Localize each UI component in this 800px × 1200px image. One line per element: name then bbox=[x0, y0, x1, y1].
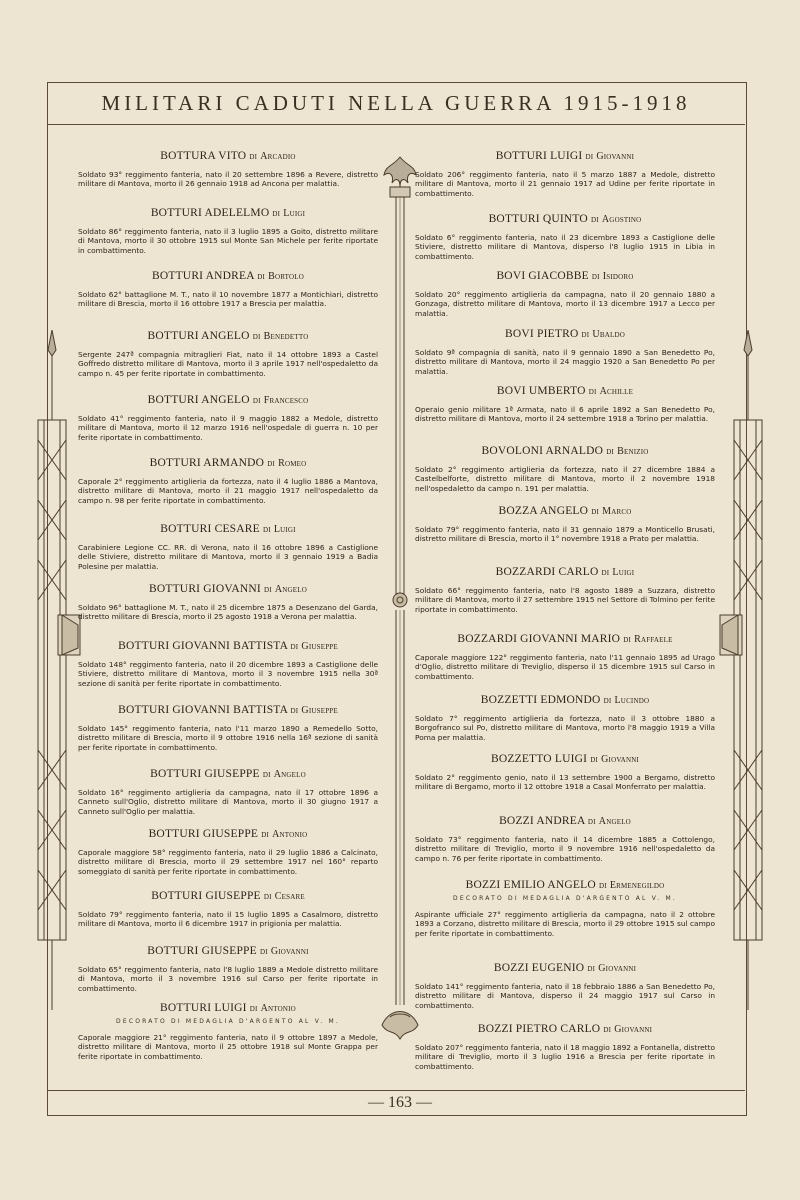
entry-text: Soldato 141° reggimento fanteria, nato il 18 febbraio 1886 a San Benedetto Po, distretto militare di Mantova, disperso il 24 maggio 1917 sul Carso in combattimento. bbox=[415, 982, 715, 1010]
left-fasces-ornament bbox=[22, 330, 82, 1010]
entry-text: Soldato 65° reggimento fanteria, nato l'8 luglio 1889 a Medole distretto militare di Mantova, morto il 3 novembre 1916 sul Carso per ferite riportate in combattimento. bbox=[78, 965, 378, 993]
entry-text: Soldato 96° battaglione M. T., nato il 25 dicembre 1875 a Desenzano del Garda, distretto militare di Brescia, morto il 25 agosto 1918 a Verona per malattia. bbox=[78, 603, 378, 622]
entry-name: BOZZETTO LUIGI di Giovanni bbox=[491, 753, 639, 765]
entry-text: Soldato 148° reggimento fanteria, nato il 20 dicembre 1893 a Castiglione delle Stiviere, distretto militare di Mantova, morto il 3 novembre 1915 nella 30ª sezione di sanità per ferite riportate in combattimento. bbox=[78, 660, 378, 688]
entry-name: BOTTURI ANGELO di Francesco bbox=[147, 394, 309, 406]
entry-text: Soldato 66° reggimento fanteria, nato l'8 agosto 1889 a Suzzara, distretto militare di Mantova, morto il 27 settembre 1915 nel Settore di Tolmino per ferite riportate in combattimento. bbox=[415, 586, 715, 614]
list-item bbox=[415, 753, 715, 792]
list-item bbox=[415, 694, 715, 742]
page-title: MILITARI CADUTI NELLA GUERRA 1915-1918 bbox=[101, 90, 691, 115]
list-item bbox=[78, 945, 378, 993]
list-item bbox=[78, 394, 378, 442]
entry-name: BOTTURI CESARE di Luigi bbox=[160, 523, 296, 535]
entry-name: BOZZARDI CARLO di Luigi bbox=[495, 566, 635, 578]
entry-text: Operaio genio militare 1ª Armata, nato il 6 aprile 1892 a San Benedetto Po, distretto militare di Mantova, morto il 24 settembre 1918 a Torino per malattia. bbox=[415, 405, 715, 424]
entry-name: BOTTURI ANGELO di Benedetto bbox=[147, 330, 309, 342]
flame-icon bbox=[384, 157, 416, 187]
entry-text: Soldato 16° reggimento artiglieria da campagna, nato il 17 ottobre 1896 a Canneto sull'Oglio, distretto militare di Mantova, morto il 30 giugno 1917 a Canneto sull'Oglio per malattia. bbox=[78, 788, 378, 816]
entry-name: BOTTURI ADELELMO di Luigi bbox=[150, 207, 306, 219]
entry-name: BOTTURA VITO di Arcadio bbox=[160, 150, 296, 162]
entry-text: Caporale 2° reggimento artiglieria da fortezza, nato il 4 luglio 1886 a Mantova, distretto militare di Mantova, morto il 21 maggio 1917 nell'ospedaletto da campo n. 98 per ferite riportate in combattimento. bbox=[78, 477, 378, 505]
entry-text: Soldato 79° reggimento fanteria, nato il 31 gennaio 1879 a Monticello Brusati, distretto militare di Brescia, morto il 1° novembre 1918 a Prato per malattia. bbox=[415, 525, 715, 544]
entry-name: BOZZI EUGENIO di Giovanni bbox=[493, 962, 637, 974]
list-item bbox=[415, 385, 715, 424]
entry-text: Soldato 2° reggimento genio, nato il 13 settembre 1900 a Bergamo, distretto militare di Bergamo, morto il 12 ottobre 1918 a Casal Monferrato per malattia. bbox=[415, 773, 715, 792]
entry-name: BOTTURI QUINTO di Agostino bbox=[488, 213, 642, 225]
entry-name: BOZZETTI EDMONDO di Lucindo bbox=[480, 694, 650, 706]
list-item bbox=[415, 445, 715, 493]
entry-text: Sergente 247ª compagnia mitraglieri Fiat, nato il 14 ottobre 1893 a Castel Goffredo distretto militare di Mantova, morto il 3 aprile 1917 nell'ospedaletto da campo n. 45 per ferite riportate in combattimento. bbox=[78, 350, 378, 378]
entry-name: BOTTURI GIUSEPPE di Antonio bbox=[148, 828, 308, 840]
entry-text: Soldato 207° reggimento fanteria, nato il 18 maggio 1892 a Fontanella, distretto militare di Treviglio, morto il 3 luglio 1916 a Brescia per ferite riportate in combattimento. bbox=[415, 1043, 715, 1071]
entry-text: Soldato 73° reggimento fanteria, nato il 14 dicembre 1885 a Cottolengo, distretto militare di Treviglio, morto il 9 novembre 1916 nell'ospedaletto da campo n. 76 per ferite riportate in combattimento. bbox=[415, 835, 715, 863]
entry-text: Caporale maggiore 122° reggimento fanteria, nato l'11 gennaio 1895 ad Urago d'Oglio, distretto militare di Treviglio, disperso il 15 dicembre 1915 sul Carso in combattimento. bbox=[415, 653, 715, 681]
entry-text: Soldato 2° reggimento artiglieria da fortezza, nato il 27 dicembre 1884 a Castelbelforte, distretto militare di Mantova, morto il 2 novembre 1918 nell'ospedaletto da campo n. 191 per malattia. bbox=[415, 465, 715, 493]
entry-text: Soldato 6° reggimento fanteria, nato il 23 dicembre 1893 a Castiglione delle Stiviere, distretto militare di Mantova, disperso l'8 luglio 1915 in Libia in combattimento. bbox=[415, 233, 715, 261]
entry-name: BOZZARDI GIOVANNI MARIO di Raffaele bbox=[457, 633, 673, 645]
entry-name: BOTTURI GIUSEPPE di Angelo bbox=[150, 768, 306, 780]
entry-text: Soldato 86° reggimento fanteria, nato il 3 luglio 1895 a Goito, distretto militare di Mantova, morto il 30 ottobre 1915 sul Monte San Michele per ferite riportate in combattimento. bbox=[78, 227, 378, 255]
entry-name: BOTTURI ARMANDO di Romeo bbox=[149, 457, 307, 469]
entry-text: Soldato 62° battaglione M. T., nato il 10 novembre 1877 a Montichiari, distretto militare di Brescia, morto il 16 ottobre 1917 a Brescia per malattia. bbox=[78, 290, 378, 309]
list-item bbox=[78, 150, 378, 189]
list-item bbox=[415, 879, 715, 938]
list-item bbox=[78, 704, 378, 752]
list-item bbox=[78, 207, 378, 255]
entry-text: Soldato 41° reggimento fanteria, nato il 9 maggio 1882 a Medole, distretto militare di Mantova, morto il 12 marzo 1916 nell'ospedale di guerra n. 10 per ferite riportate in combattimento. bbox=[78, 414, 378, 442]
list-item bbox=[78, 890, 378, 929]
list-item bbox=[415, 213, 715, 261]
entry-text: Soldato 9ª compagnia di sanità, nato il 9 gennaio 1890 a San Benedetto Po, distretto militare di Mantova, morto il 24 maggio 1920 a San Benedetto Po per malattia. bbox=[415, 348, 715, 376]
list-item bbox=[78, 457, 378, 505]
entry-name: BOVI GIACOBBE di Isidoro bbox=[496, 270, 634, 282]
list-item bbox=[415, 270, 715, 318]
entry-name: BOTTURI GIOVANNI BATTISTA di Giuseppe bbox=[118, 640, 338, 652]
header-band bbox=[47, 82, 745, 125]
entry-name: BOZZI ANDREA di Angelo bbox=[499, 815, 631, 827]
page-number: — 163 — bbox=[368, 1094, 432, 1111]
entry-name: BOZZI PIETRO CARLO di Giovanni bbox=[477, 1023, 653, 1035]
right-fasces-ornament bbox=[718, 330, 778, 1010]
entry-name: BOVI PIETRO di Ubaldo bbox=[505, 328, 625, 340]
entry-name: BOTTURI GIOVANNI BATTISTA di Giuseppe bbox=[118, 704, 338, 716]
entry-text: Soldato 145° reggimento fanteria, nato l'11 marzo 1890 a Remedello Sotto, distretto militare di Brescia, morto il 9 ottobre 1916 nella 16ª sezione di sanità per ferite riportate in combattimento. bbox=[78, 724, 378, 752]
entry-name: BOTTURI GIUSEPPE di Giovanni bbox=[147, 945, 309, 957]
footer-rule bbox=[47, 1090, 745, 1091]
entry-name: BOTTURI GIUSEPPE di Cesare bbox=[151, 890, 305, 902]
list-item bbox=[415, 566, 715, 614]
entry-text: Caporale maggiore 58° reggimento fanteria, nato il 29 luglio 1886 a Calcinato, distretto militare di Brescia, morto il 29 settembre 1917 nel 160° reparto someggiato di sanità per ferite riportate in combattimento. bbox=[78, 848, 378, 876]
list-item bbox=[78, 523, 378, 571]
list-item bbox=[415, 962, 715, 1010]
entry-text: Soldato 206° reggimento fanteria, nato il 5 marzo 1887 a Medole, distretto militare di Mantova, morto il 21 gennaio 1917 ad Udine per ferite riportate in combattimento. bbox=[415, 170, 715, 198]
entry-name: BOTTURI LUIGI di Antonio bbox=[160, 1002, 296, 1014]
list-item bbox=[415, 150, 715, 198]
entry-name: BOTTURI ANDREA di Bortolo bbox=[151, 270, 305, 282]
list-item bbox=[415, 633, 715, 681]
entry-text: Soldato 79° reggimento fanteria, nato il 15 luglio 1895 a Casalmoro, distretto militare di Mantova, morto il 6 dicembre 1917 in prigionia per malattia. bbox=[78, 910, 378, 929]
entry-decoration: DECORATO DI MEDAGLIA D'ARGENTO AL V. M. bbox=[453, 895, 677, 902]
entry-text: Carabiniere Legione CC. RR. di Verona, nato il 16 ottobre 1896 a Castiglione delle Stiviere, distretto militare di Mantova, morto il 3 gennaio 1919 a Badia Polesine per malattia. bbox=[78, 543, 378, 571]
entry-text: Soldato 93° reggimento fanteria, nato il 20 settembre 1896 a Revere, distretto militare di Mantova, morto il 26 gennaio 1918 ad Ancona per malattia. bbox=[78, 170, 378, 189]
entry-name: BOTTURI LUIGI di Giovanni bbox=[495, 150, 635, 162]
entry-text: Caporale maggiore 21° reggimento fanteria, nato il 9 ottobre 1897 a Medole, distretto militare di Mantova, morto il 25 ottobre 1918 sul Monte Grappa per ferite riportate in combattimento. bbox=[78, 1033, 378, 1061]
entry-text: Aspirante ufficiale 27° reggimento artiglieria da campagna, nato il 2 ottobre 1893 a Corzano, distretto militare di Brescia, morto il 29 ottobre 1915 sul campo per ferite riportate in combattimento. bbox=[415, 910, 715, 938]
entry-text: Soldato 20° reggimento artiglieria da campagna, nato il 20 gennaio 1880 a Gonzaga, distretto militare di Mantova, morto il 13 dicembre 1917 a Lecco per malattia. bbox=[415, 290, 715, 318]
list-item bbox=[78, 640, 378, 688]
entry-name: BOZZA ANGELO di Marco bbox=[498, 505, 632, 517]
list-item bbox=[415, 505, 715, 544]
list-item bbox=[78, 768, 378, 816]
entry-name: BOZZI EMILIO ANGELO di Ermenegildo bbox=[465, 879, 665, 891]
spear-tip-icon bbox=[48, 330, 56, 356]
list-item bbox=[78, 1002, 378, 1061]
entry-name: BOVOLONI ARNALDO di Benizio bbox=[481, 445, 649, 457]
entry-name: BOVI UMBERTO di Achille bbox=[496, 385, 634, 397]
list-item bbox=[415, 328, 715, 376]
list-item bbox=[78, 583, 378, 622]
entry-text: Soldato 7° reggimento artiglieria da fortezza, nato il 3 ottobre 1880 a Borgofranco sul Po, distretto militare di Mantova, morto l'8 maggio 1919 a Villa Poma per malattia. bbox=[415, 714, 715, 742]
list-item bbox=[415, 1023, 715, 1071]
list-item bbox=[415, 815, 715, 863]
entry-name: BOTTURI GIOVANNI di Angelo bbox=[148, 583, 307, 595]
list-item bbox=[78, 330, 378, 378]
entry-decoration: DECORATO DI MEDAGLIA D'ARGENTO AL V. M. bbox=[116, 1018, 340, 1025]
list-item bbox=[78, 270, 378, 309]
spear-tip-icon bbox=[744, 330, 752, 356]
list-item bbox=[78, 828, 378, 876]
